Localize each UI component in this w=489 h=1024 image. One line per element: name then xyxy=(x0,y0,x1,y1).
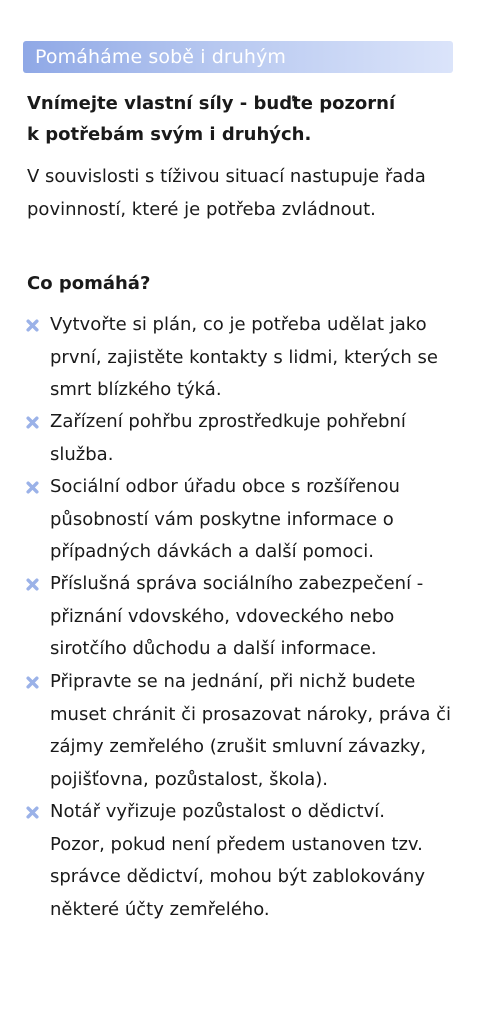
list-item-line: přiznání vdovského, vdoveckého nebo xyxy=(50,605,395,627)
list-item xyxy=(50,471,470,569)
list-item-line: Vytvořte si plán, co je potřeba udělat jako xyxy=(50,314,427,335)
lead-line: Vnímejte vlastní síly - buďte pozorní xyxy=(27,93,396,114)
list-item-line: případných dávkách a další pomoci. xyxy=(50,541,374,562)
list-item-line: Příslušná správa sociálního zabezpečení - xyxy=(50,573,424,594)
list-item-line: Sociální odbor úřadu obce s rozšířenou xyxy=(50,476,400,497)
list-item-line: služba. xyxy=(50,443,114,465)
list-item-line: Notář vyřizuje pozůstalost o dědictví. xyxy=(50,801,385,822)
helps-heading: Co pomáhá? xyxy=(27,273,151,294)
list-item-line: muset chránit či prosazovat nároky, práva či xyxy=(50,703,451,725)
section-title: Pomáháme sobě i druhým xyxy=(35,46,287,68)
cross-bullet-icon xyxy=(26,319,39,332)
intro-line: V souvislosti s tíživou situací nastupuje řada xyxy=(27,166,426,187)
cross-bullet-icon xyxy=(26,416,39,429)
lead-paragraph xyxy=(27,88,467,150)
list-item xyxy=(50,568,470,666)
cross-bullet-icon xyxy=(26,481,39,494)
list-item-line: Zařízení pohřbu zprostředkuje pohřební xyxy=(50,411,406,432)
list-item-line: působností vám poskytne informace o xyxy=(50,508,394,530)
list-item-line: Pozor, pokud není předem ustanoven tzv. xyxy=(50,833,423,855)
list-item-line: některé účty zemřelého. xyxy=(50,898,270,920)
list-item-line: smrt blízkého týká. xyxy=(50,379,222,400)
list-item-line: zájmy zemřelého (zrušit smluvní závazky, xyxy=(50,736,427,757)
list-item-line: pojišťovna, pozůstalost, škola). xyxy=(50,768,329,790)
list-item xyxy=(50,666,470,796)
cross-bullet-icon xyxy=(26,806,39,819)
list-item-line: sirotčího důchodu a další informace. xyxy=(50,638,377,659)
list-item-line: Připravte se na jednání, při nichž budete xyxy=(50,671,416,692)
section-header-bar xyxy=(23,41,453,73)
list-item xyxy=(50,796,470,926)
intro-line: povinností, které je potřeba zvládnout. xyxy=(27,199,376,220)
cross-bullet-icon xyxy=(26,676,39,689)
intro-paragraph xyxy=(27,160,467,226)
list-item xyxy=(50,309,470,407)
list-item xyxy=(50,406,470,471)
cross-bullet-icon xyxy=(26,578,39,591)
list-item-line: první, zajistěte kontakty s lidmi, kterých se xyxy=(50,346,438,368)
lead-line: k potřebám svým i druhých. xyxy=(27,124,312,145)
list-item-line: správce dědictví, mohou být zablokovány xyxy=(50,866,425,887)
